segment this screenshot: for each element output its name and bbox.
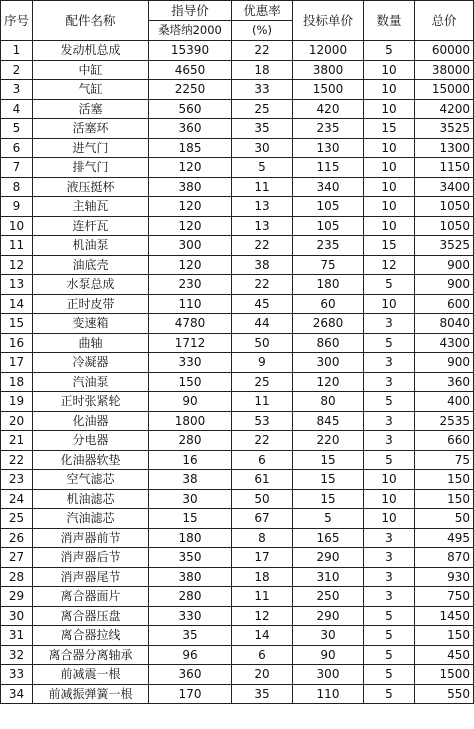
cell-discount: 6: [232, 645, 293, 665]
cell-qty: 15: [364, 236, 415, 256]
table-row: [1, 255, 474, 275]
cell-total: 900: [415, 275, 474, 295]
header-bid-price: 投标单价: [293, 1, 364, 41]
cell-discount: 61: [232, 470, 293, 490]
cell-part-name: 前减振弹簧一根: [33, 684, 149, 704]
table-row: [1, 353, 474, 373]
cell-guide-price: 360: [149, 665, 232, 685]
cell-discount: 8: [232, 528, 293, 548]
cell-guide-price: 4650: [149, 60, 232, 80]
table-row: [1, 41, 474, 61]
cell-discount: 18: [232, 567, 293, 587]
cell-total: 60000: [415, 41, 474, 61]
cell-guide-price: 185: [149, 138, 232, 158]
table-row: [1, 587, 474, 607]
cell-total: 400: [415, 392, 474, 412]
header-discount-unit: (%): [232, 21, 293, 41]
cell-part-name: 活塞环: [33, 119, 149, 139]
cell-guide-price: 120: [149, 197, 232, 217]
cell-bid-price: 15: [293, 470, 364, 490]
cell-total: 550: [415, 684, 474, 704]
cell-bid-price: 845: [293, 411, 364, 431]
cell-qty: 10: [364, 80, 415, 100]
cell-guide-price: 35: [149, 626, 232, 646]
cell-part-name: 油底壳: [33, 255, 149, 275]
cell-seq: 28: [1, 567, 33, 587]
cell-part-name: 活塞: [33, 99, 149, 119]
cell-part-name: 消声器前节: [33, 528, 149, 548]
table-row: [1, 626, 474, 646]
table-row: [1, 645, 474, 665]
cell-part-name: 机油泵: [33, 236, 149, 256]
cell-total: 495: [415, 528, 474, 548]
cell-guide-price: 180: [149, 528, 232, 548]
header-guide-sub: 桑塔纳2000: [149, 21, 232, 41]
cell-guide-price: 330: [149, 606, 232, 626]
cell-guide-price: 38: [149, 470, 232, 490]
cell-guide-price: 560: [149, 99, 232, 119]
table-row: [1, 450, 474, 470]
table-row: [1, 138, 474, 158]
table-row: [1, 392, 474, 412]
cell-seq: 5: [1, 119, 33, 139]
cell-qty: 10: [364, 470, 415, 490]
cell-guide-price: 1712: [149, 333, 232, 353]
cell-discount: 44: [232, 314, 293, 334]
cell-qty: 10: [364, 216, 415, 236]
cell-bid-price: 15: [293, 489, 364, 509]
cell-discount: 22: [232, 275, 293, 295]
cell-guide-price: 2250: [149, 80, 232, 100]
cell-seq: 32: [1, 645, 33, 665]
cell-discount: 13: [232, 216, 293, 236]
table-row: [1, 665, 474, 685]
cell-guide-price: 16: [149, 450, 232, 470]
cell-bid-price: 220: [293, 431, 364, 451]
cell-total: 870: [415, 548, 474, 568]
table-row: [1, 489, 474, 509]
table-row: [1, 509, 474, 529]
cell-part-name: 离合器拉线: [33, 626, 149, 646]
cell-part-name: 连杆瓦: [33, 216, 149, 236]
cell-part-name: 汽油滤芯: [33, 509, 149, 529]
cell-discount: 30: [232, 138, 293, 158]
cell-bid-price: 290: [293, 606, 364, 626]
table-row: [1, 275, 474, 295]
table-row: [1, 294, 474, 314]
cell-qty: 3: [364, 548, 415, 568]
cell-total: 4200: [415, 99, 474, 119]
cell-discount: 11: [232, 392, 293, 412]
cell-bid-price: 120: [293, 372, 364, 392]
cell-total: 1450: [415, 606, 474, 626]
cell-qty: 5: [364, 645, 415, 665]
cell-discount: 53: [232, 411, 293, 431]
cell-bid-price: 75: [293, 255, 364, 275]
cell-discount: 45: [232, 294, 293, 314]
cell-total: 50: [415, 509, 474, 529]
cell-discount: 50: [232, 489, 293, 509]
cell-guide-price: 350: [149, 548, 232, 568]
table-row: [1, 236, 474, 256]
cell-seq: 11: [1, 236, 33, 256]
header-part-name: 配件名称: [33, 1, 149, 41]
cell-total: 3525: [415, 119, 474, 139]
cell-seq: 8: [1, 177, 33, 197]
cell-guide-price: 90: [149, 392, 232, 412]
cell-total: 1050: [415, 216, 474, 236]
cell-seq: 3: [1, 80, 33, 100]
cell-bid-price: 5: [293, 509, 364, 529]
table-row: [1, 470, 474, 490]
cell-guide-price: 300: [149, 236, 232, 256]
cell-bid-price: 80: [293, 392, 364, 412]
cell-seq: 33: [1, 665, 33, 685]
table-row: [1, 606, 474, 626]
cell-seq: 17: [1, 353, 33, 373]
cell-seq: 20: [1, 411, 33, 431]
cell-total: 600: [415, 294, 474, 314]
cell-seq: 13: [1, 275, 33, 295]
cell-discount: 50: [232, 333, 293, 353]
cell-total: 150: [415, 470, 474, 490]
cell-qty: 3: [364, 314, 415, 334]
cell-qty: 10: [364, 294, 415, 314]
cell-bid-price: 12000: [293, 41, 364, 61]
cell-seq: 7: [1, 158, 33, 178]
cell-part-name: 消声器后节: [33, 548, 149, 568]
cell-total: 1300: [415, 138, 474, 158]
cell-qty: 10: [364, 60, 415, 80]
cell-bid-price: 130: [293, 138, 364, 158]
cell-bid-price: 30: [293, 626, 364, 646]
cell-qty: 3: [364, 372, 415, 392]
cell-qty: 10: [364, 197, 415, 217]
cell-qty: 10: [364, 489, 415, 509]
table-row: [1, 431, 474, 451]
cell-qty: 10: [364, 99, 415, 119]
cell-part-name: 中缸: [33, 60, 149, 80]
cell-guide-price: 280: [149, 431, 232, 451]
cell-part-name: 正时张紧轮: [33, 392, 149, 412]
cell-bid-price: 290: [293, 548, 364, 568]
cell-bid-price: 235: [293, 119, 364, 139]
table-row: [1, 158, 474, 178]
cell-guide-price: 280: [149, 587, 232, 607]
table-body: [1, 41, 474, 704]
cell-part-name: 化油器软垫: [33, 450, 149, 470]
cell-discount: 25: [232, 372, 293, 392]
cell-seq: 23: [1, 470, 33, 490]
cell-bid-price: 340: [293, 177, 364, 197]
table-row: [1, 567, 474, 587]
cell-total: 3400: [415, 177, 474, 197]
cell-seq: 30: [1, 606, 33, 626]
cell-bid-price: 180: [293, 275, 364, 295]
cell-total: 15000: [415, 80, 474, 100]
cell-guide-price: 380: [149, 567, 232, 587]
cell-bid-price: 420: [293, 99, 364, 119]
cell-total: 750: [415, 587, 474, 607]
cell-part-name: 化油器: [33, 411, 149, 431]
cell-total: 75: [415, 450, 474, 470]
cell-bid-price: 235: [293, 236, 364, 256]
cell-discount: 38: [232, 255, 293, 275]
cell-part-name: 冷凝器: [33, 353, 149, 373]
cell-discount: 35: [232, 119, 293, 139]
cell-total: 1150: [415, 158, 474, 178]
cell-total: 2535: [415, 411, 474, 431]
cell-part-name: 空气滤芯: [33, 470, 149, 490]
cell-guide-price: 170: [149, 684, 232, 704]
cell-part-name: 分电器: [33, 431, 149, 451]
cell-total: 4300: [415, 333, 474, 353]
cell-part-name: 正时皮带: [33, 294, 149, 314]
cell-total: 660: [415, 431, 474, 451]
cell-total: 150: [415, 489, 474, 509]
cell-qty: 5: [364, 626, 415, 646]
cell-qty: 15: [364, 119, 415, 139]
cell-qty: 3: [364, 528, 415, 548]
header-total: 总价: [415, 1, 474, 41]
cell-discount: 18: [232, 60, 293, 80]
cell-discount: 22: [232, 41, 293, 61]
cell-total: 900: [415, 353, 474, 373]
cell-total: 450: [415, 645, 474, 665]
cell-qty: 5: [364, 606, 415, 626]
cell-part-name: 离合器面片: [33, 587, 149, 607]
cell-part-name: 进气门: [33, 138, 149, 158]
cell-discount: 13: [232, 197, 293, 217]
cell-part-name: 主轴瓦: [33, 197, 149, 217]
cell-seq: 6: [1, 138, 33, 158]
cell-bid-price: 2680: [293, 314, 364, 334]
cell-total: 900: [415, 255, 474, 275]
cell-bid-price: 115: [293, 158, 364, 178]
cell-qty: 5: [364, 450, 415, 470]
cell-total: 1500: [415, 665, 474, 685]
cell-qty: 10: [364, 177, 415, 197]
cell-total: 1050: [415, 197, 474, 217]
cell-qty: 5: [364, 333, 415, 353]
cell-discount: 14: [232, 626, 293, 646]
cell-qty: 10: [364, 158, 415, 178]
cell-guide-price: 230: [149, 275, 232, 295]
cell-bid-price: 860: [293, 333, 364, 353]
cell-total: 8040: [415, 314, 474, 334]
cell-seq: 25: [1, 509, 33, 529]
cell-part-name: 消声器尾节: [33, 567, 149, 587]
cell-discount: 12: [232, 606, 293, 626]
cell-bid-price: 165: [293, 528, 364, 548]
cell-guide-price: 30: [149, 489, 232, 509]
cell-discount: 67: [232, 509, 293, 529]
cell-seq: 15: [1, 314, 33, 334]
cell-bid-price: 250: [293, 587, 364, 607]
cell-discount: 22: [232, 236, 293, 256]
table-row: [1, 548, 474, 568]
cell-seq: 34: [1, 684, 33, 704]
table-row: [1, 333, 474, 353]
cell-qty: 3: [364, 567, 415, 587]
cell-discount: 25: [232, 99, 293, 119]
cell-seq: 21: [1, 431, 33, 451]
cell-seq: 4: [1, 99, 33, 119]
cell-part-name: 发动机总成: [33, 41, 149, 61]
cell-qty: 3: [364, 431, 415, 451]
cell-bid-price: 310: [293, 567, 364, 587]
table-row: [1, 314, 474, 334]
cell-discount: 22: [232, 431, 293, 451]
header-guide-price: 指导价: [149, 1, 232, 21]
cell-guide-price: 120: [149, 158, 232, 178]
cell-qty: 5: [364, 41, 415, 61]
cell-guide-price: 120: [149, 216, 232, 236]
cell-qty: 12: [364, 255, 415, 275]
cell-guide-price: 360: [149, 119, 232, 139]
cell-total: 360: [415, 372, 474, 392]
cell-seq: 26: [1, 528, 33, 548]
cell-seq: 29: [1, 587, 33, 607]
cell-part-name: 离合器分离轴承: [33, 645, 149, 665]
cell-discount: 20: [232, 665, 293, 685]
cell-qty: 3: [364, 587, 415, 607]
table-row: [1, 684, 474, 704]
cell-bid-price: 300: [293, 353, 364, 373]
cell-bid-price: 110: [293, 684, 364, 704]
table-row: [1, 528, 474, 548]
cell-total: 930: [415, 567, 474, 587]
cell-qty: 5: [364, 392, 415, 412]
cell-qty: 3: [364, 411, 415, 431]
cell-bid-price: 90: [293, 645, 364, 665]
cell-discount: 6: [232, 450, 293, 470]
cell-guide-price: 4780: [149, 314, 232, 334]
cell-qty: 3: [364, 353, 415, 373]
cell-bid-price: 15: [293, 450, 364, 470]
cell-seq: 9: [1, 197, 33, 217]
table-row: [1, 411, 474, 431]
header-qty: 数量: [364, 1, 415, 41]
cell-part-name: 机油滤芯: [33, 489, 149, 509]
header-discount: 优惠率: [232, 1, 293, 21]
cell-part-name: 离合器压盘: [33, 606, 149, 626]
cell-guide-price: 110: [149, 294, 232, 314]
cell-seq: 24: [1, 489, 33, 509]
table-row: [1, 80, 474, 100]
cell-bid-price: 1500: [293, 80, 364, 100]
cell-part-name: 水泵总成: [33, 275, 149, 295]
cell-seq: 18: [1, 372, 33, 392]
cell-total: 150: [415, 626, 474, 646]
cell-guide-price: 96: [149, 645, 232, 665]
cell-part-name: 汽油泵: [33, 372, 149, 392]
cell-part-name: 液压挺杯: [33, 177, 149, 197]
cell-seq: 19: [1, 392, 33, 412]
cell-guide-price: 330: [149, 353, 232, 373]
cell-seq: 10: [1, 216, 33, 236]
cell-discount: 11: [232, 587, 293, 607]
cell-total: 3525: [415, 236, 474, 256]
cell-guide-price: 1800: [149, 411, 232, 431]
cell-discount: 35: [232, 684, 293, 704]
cell-part-name: 前减震一根: [33, 665, 149, 685]
cell-bid-price: 60: [293, 294, 364, 314]
cell-seq: 16: [1, 333, 33, 353]
table-row: [1, 216, 474, 236]
cell-seq: 22: [1, 450, 33, 470]
cell-discount: 5: [232, 158, 293, 178]
cell-qty: 10: [364, 509, 415, 529]
table-row: [1, 99, 474, 119]
cell-bid-price: 105: [293, 197, 364, 217]
table-row: [1, 177, 474, 197]
cell-seq: 1: [1, 41, 33, 61]
cell-total: 38000: [415, 60, 474, 80]
table-row: [1, 119, 474, 139]
cell-qty: 5: [364, 275, 415, 295]
cell-qty: 5: [364, 665, 415, 685]
cell-bid-price: 300: [293, 665, 364, 685]
cell-seq: 14: [1, 294, 33, 314]
cell-part-name: 排气门: [33, 158, 149, 178]
cell-discount: 33: [232, 80, 293, 100]
cell-seq: 27: [1, 548, 33, 568]
cell-bid-price: 3800: [293, 60, 364, 80]
cell-guide-price: 380: [149, 177, 232, 197]
cell-guide-price: 15390: [149, 41, 232, 61]
cell-seq: 2: [1, 60, 33, 80]
table-row: [1, 60, 474, 80]
cell-guide-price: 15: [149, 509, 232, 529]
header-seq: 序号: [1, 1, 33, 41]
cell-guide-price: 120: [149, 255, 232, 275]
cell-bid-price: 105: [293, 216, 364, 236]
cell-seq: 12: [1, 255, 33, 275]
header-row: [1, 1, 474, 21]
table-row: [1, 197, 474, 217]
cell-seq: 31: [1, 626, 33, 646]
cell-part-name: 气缸: [33, 80, 149, 100]
cell-part-name: 曲轴: [33, 333, 149, 353]
cell-qty: 5: [364, 684, 415, 704]
cell-discount: 17: [232, 548, 293, 568]
cell-part-name: 变速箱: [33, 314, 149, 334]
cell-discount: 9: [232, 353, 293, 373]
cell-qty: 10: [364, 138, 415, 158]
cell-discount: 11: [232, 177, 293, 197]
cell-guide-price: 150: [149, 372, 232, 392]
table-row: [1, 372, 474, 392]
